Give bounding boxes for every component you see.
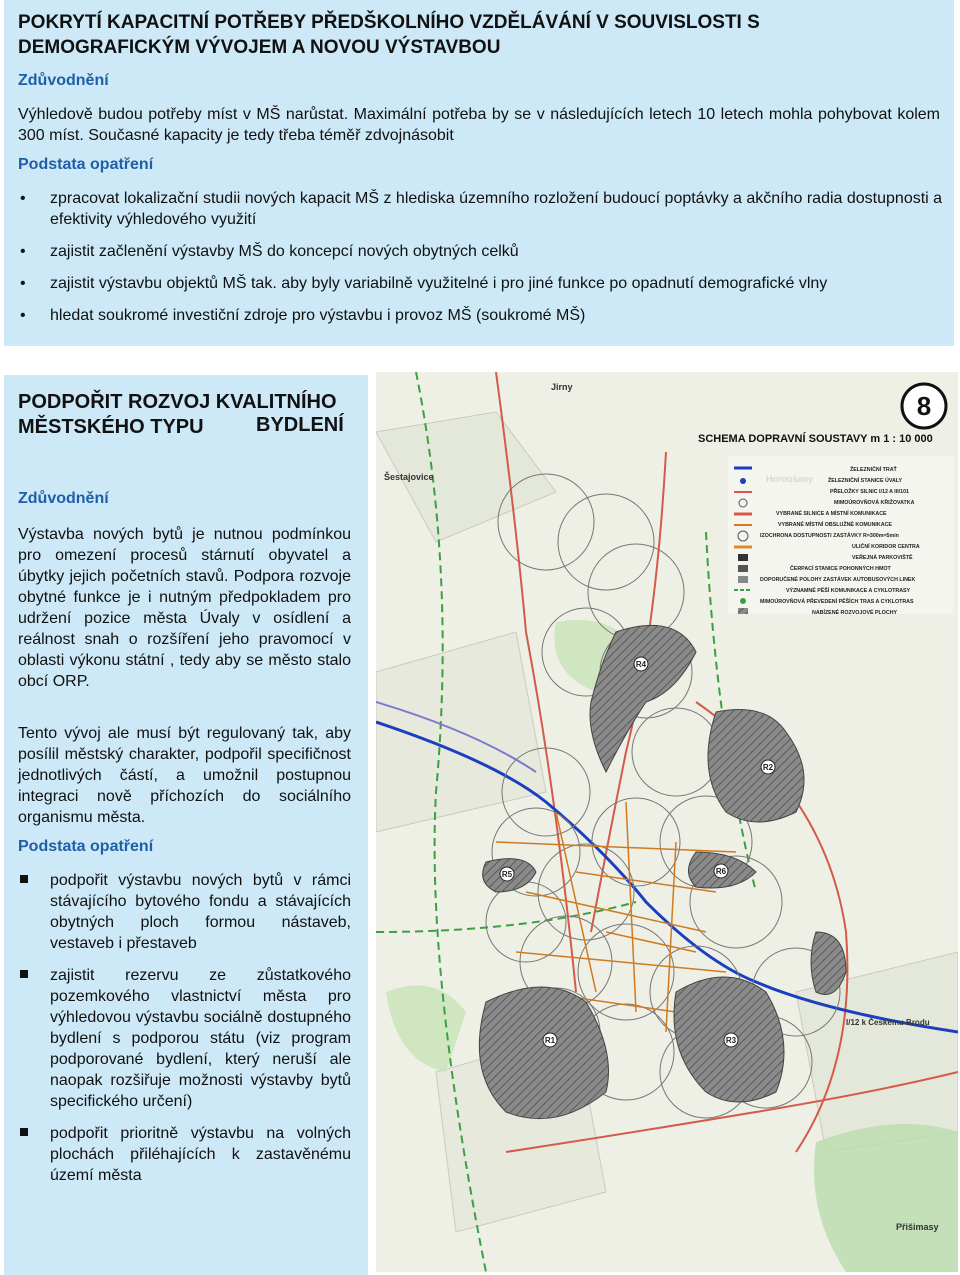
reason-heading: Zdůvodnění <box>18 72 109 89</box>
map-title: SCHEMA DOPRAVNÍ SOUSTAVY m 1 : 10 000 <box>698 433 933 445</box>
list-item: • zajistit výstavbu objektů MŠ tak. aby byly variabilně využitelné i pro jiné funkce po opadnutí demografické vlny <box>20 275 828 292</box>
zone-label: R1 <box>544 1036 556 1045</box>
list-item: podpořit výstavbu nových bytů v rámci stávajícího bytového fondu a stávajících obytných ploch formou nástaveb, vestaveb i přestaveb <box>18 870 351 954</box>
transport-scheme-map <box>376 372 958 1272</box>
place-label: Jirny <box>551 382 573 392</box>
legend-item: MIMOÚROVŇOVÁ PŘEVEDENÍ PĚŠÍCH TRAS A CYKLOTRAS <box>760 599 914 605</box>
measures-list <box>18 870 351 1186</box>
list-item: podpořit prioritně výstavbu na volných plochách přiléhajících k zastavěnému území města <box>18 1123 351 1186</box>
section-housing-title-right: BYDLENÍ <box>256 414 344 436</box>
zone-label: R3 <box>725 1036 737 1045</box>
bullet-icon: • <box>20 243 26 260</box>
legend-item: ČERPACÍ STANICE POHONNÝCH HMOT <box>790 566 891 572</box>
zone-label: R5 <box>501 870 513 879</box>
reason-paragraph: Výstavba nových bytů je nutnou podmínkou pro omezení procesů stárnutí obyvatel a úbytky jejich početních stavů. Podpora rozvoje obytné funkce je i nutným předpokladem pro udržení pozice města Úvaly v osídlení a reálnost snah o rozšíření jeho pravomocí v oblasti výkonu státní , tedy aby se město stalo obcí ORP. <box>18 526 351 690</box>
legend-item: ŽELEZNIČNÍ TRAŤ <box>850 467 897 473</box>
list-item: • zajistit začlenění výstavby MŠ do koncepcí nových obytných celků <box>20 243 519 260</box>
bullet-icon: • <box>20 307 26 324</box>
bullet-icon: • <box>20 275 26 292</box>
legend-item: VEŘEJNÁ PARKOVIŠTĚ <box>852 555 913 561</box>
measures-heading: Podstata opatření <box>18 838 154 855</box>
legend-item: ŽELEZNIČNÍ STANICE ÚVALY <box>828 478 903 484</box>
legend-item: DOPORUČENÉ POLOHY ZASTÁVEK AUTOBUSOVÝCH LINEK <box>760 577 916 583</box>
legend-item: IZOCHRONA DOSTUPNOSTI ZASTÁVKY R=300m=5min <box>760 533 899 539</box>
list-item: zajistit rezervu ze zůstatkového pozemkového vlastnictví města pro výhledovou výstavbu sociálně dostupného bydlení s podporou státu (viz program podporované bydlení, který neruší ale naopak rozšiřuje možnosti výstavby bytů specifického určení) <box>18 965 351 1112</box>
legend-item: VYBRANÉ SILNICE A MÍSTNÍ KOMUNIKACE <box>776 511 887 517</box>
list-item: • hledat soukromé investiční zdroje pro výstavbu i provoz MŠ (soukromé MŠ) <box>20 307 586 324</box>
measures-heading: Podstata opatření <box>18 156 154 173</box>
square-bullet-icon <box>20 875 28 883</box>
reason-text: Výhledově budou potřeby míst v MŠ narůstat. Maximální potřeba by se v následujících letech 10 letech mohla pohybovat kolem 300 míst. Současné kapacity je tedy třeba téměř zdvojnásobit <box>18 106 940 144</box>
bullet-icon: • <box>20 190 26 207</box>
list-item: • zpracovat lokalizační studii nových kapacit MŠ z hlediska územního rozložení budoucí poptávky a akčního radia dostupnosti a efektivity výhledového využití <box>20 190 943 228</box>
legend-item: PŘELOŽKY SILNIC I/12 A III/101 <box>830 489 909 495</box>
square-bullet-icon <box>20 970 28 978</box>
reason-paragraph: Tento vývoj ale musí být regulovaný tak, aby posílil městský charakter, podpořil specifičnost jednotlivých částí, a umožnil postupnou integraci nově příchozích do sociálního organismu města. <box>18 725 351 826</box>
map-number: 8 <box>916 391 932 421</box>
zone-r1 <box>479 987 608 1119</box>
section-housing-title: PODPOŘIT ROZVOJ KVALITNÍHO MĚSTSKÉHO TYPU <box>18 391 337 438</box>
measures-list <box>18 188 948 326</box>
section-preschool-title: POKRYTÍ KAPACITNÍ POTŘEBY PŘEDŠKOLNÍHO VZDĚLÁVÁNÍ V SOUVISLOSTI S DEMOGRAFICKÝM VÝVOJEM A NOVOU VÝSTAVBOU <box>18 12 760 58</box>
zone-label: R6 <box>715 867 727 876</box>
zone-label: R4 <box>635 660 647 669</box>
place-label: Přišimasy <box>896 1222 939 1232</box>
zone-label: R2 <box>762 763 774 772</box>
legend-item: MIMOÚROVŇOVÁ KŘIŽOVATKA <box>834 500 915 506</box>
place-label: I/12 k Českému Brodu <box>846 1018 930 1027</box>
square-bullet-icon <box>20 1128 28 1136</box>
map-legend <box>728 456 954 616</box>
legend-item: NABÍZENÉ ROZVOJOVÉ PLOCHY <box>812 610 898 616</box>
reason-heading: Zdůvodnění <box>18 490 109 507</box>
legend-item: VÝZNAMNÉ PĚŠÍ KOMUNIKACE A CYKLOTRASY <box>786 588 911 594</box>
legend-item: ULIČNÍ KORIDOR CENTRA <box>852 544 920 550</box>
legend-item: VYBRANÉ MÍSTNÍ OBSLUŽNÉ KOMUNIKACE <box>778 522 892 528</box>
place-label: Šestajovice <box>384 472 434 482</box>
